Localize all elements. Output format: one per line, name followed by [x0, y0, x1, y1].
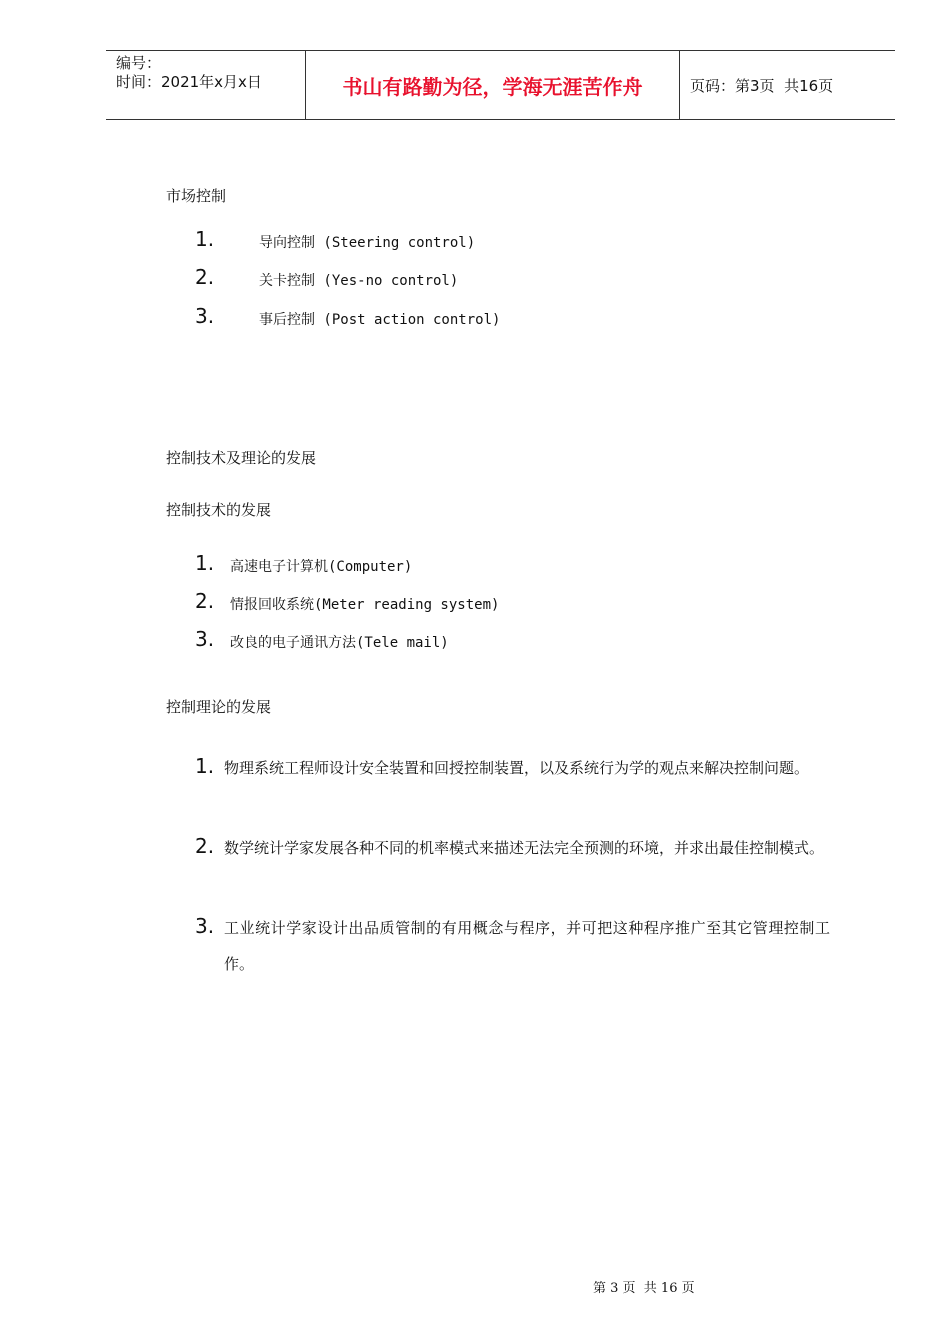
list-item: 高速电子计算机(Computer) — [230, 559, 413, 575]
list-item: 导向控制 (Steering control) — [259, 235, 476, 251]
header-motto: 书山有路勤为径，学海无涯苦作舟 — [306, 51, 680, 119]
list-item: 事后控制 (Post action control) — [259, 312, 501, 328]
list-paragraph: 工业统计学家设计出品质管制的有用概念与程序，并可把这种程序推广至其它管理控制工作。 — [224, 919, 830, 973]
section-title-market-control: 市场控制 — [166, 187, 227, 205]
list-number: 1. — [195, 551, 215, 575]
section-title-theory-development: 控制理论的发展 — [166, 698, 272, 716]
document-number-label: 编号： — [116, 54, 162, 72]
list-number: 3. — [195, 627, 215, 651]
section-title-development: 控制技术及理论的发展 — [166, 449, 317, 467]
page-header — [106, 50, 895, 120]
header-meta — [106, 51, 306, 119]
list-item: 关卡控制 (Yes-no control) — [259, 273, 459, 289]
list-item: 情报回收系统(Meter reading system) — [230, 597, 500, 613]
list-number: 1. — [195, 227, 215, 251]
header-page-info-text: 页码：第3页 共16页 — [690, 76, 834, 95]
page-footer: 第 3 页 共 16 页 — [593, 1281, 695, 1296]
list-item: 改良的电子通讯方法(Tele mail) — [230, 635, 449, 651]
header-page-info — [680, 51, 895, 119]
list-paragraph: 数学统计学家发展各种不同的机率模式来描述无法完全预测的环境，并求出最佳控制模式。 — [224, 839, 825, 857]
list-number: 1. — [195, 754, 215, 778]
list-number: 2. — [195, 834, 215, 858]
list-number: 2. — [195, 589, 215, 613]
list-number: 2. — [195, 265, 215, 289]
section-subtitle-tech-development: 控制技术的发展 — [166, 501, 272, 519]
document-time-label: 时间：2021年x月x日 — [116, 73, 262, 91]
list-number: 3. — [195, 914, 215, 938]
list-number: 3. — [195, 304, 215, 328]
list-paragraph: 物理系统工程师设计安全装置和回授控制装置，以及系统行为学的观点来解决控制问题。 — [224, 759, 810, 777]
